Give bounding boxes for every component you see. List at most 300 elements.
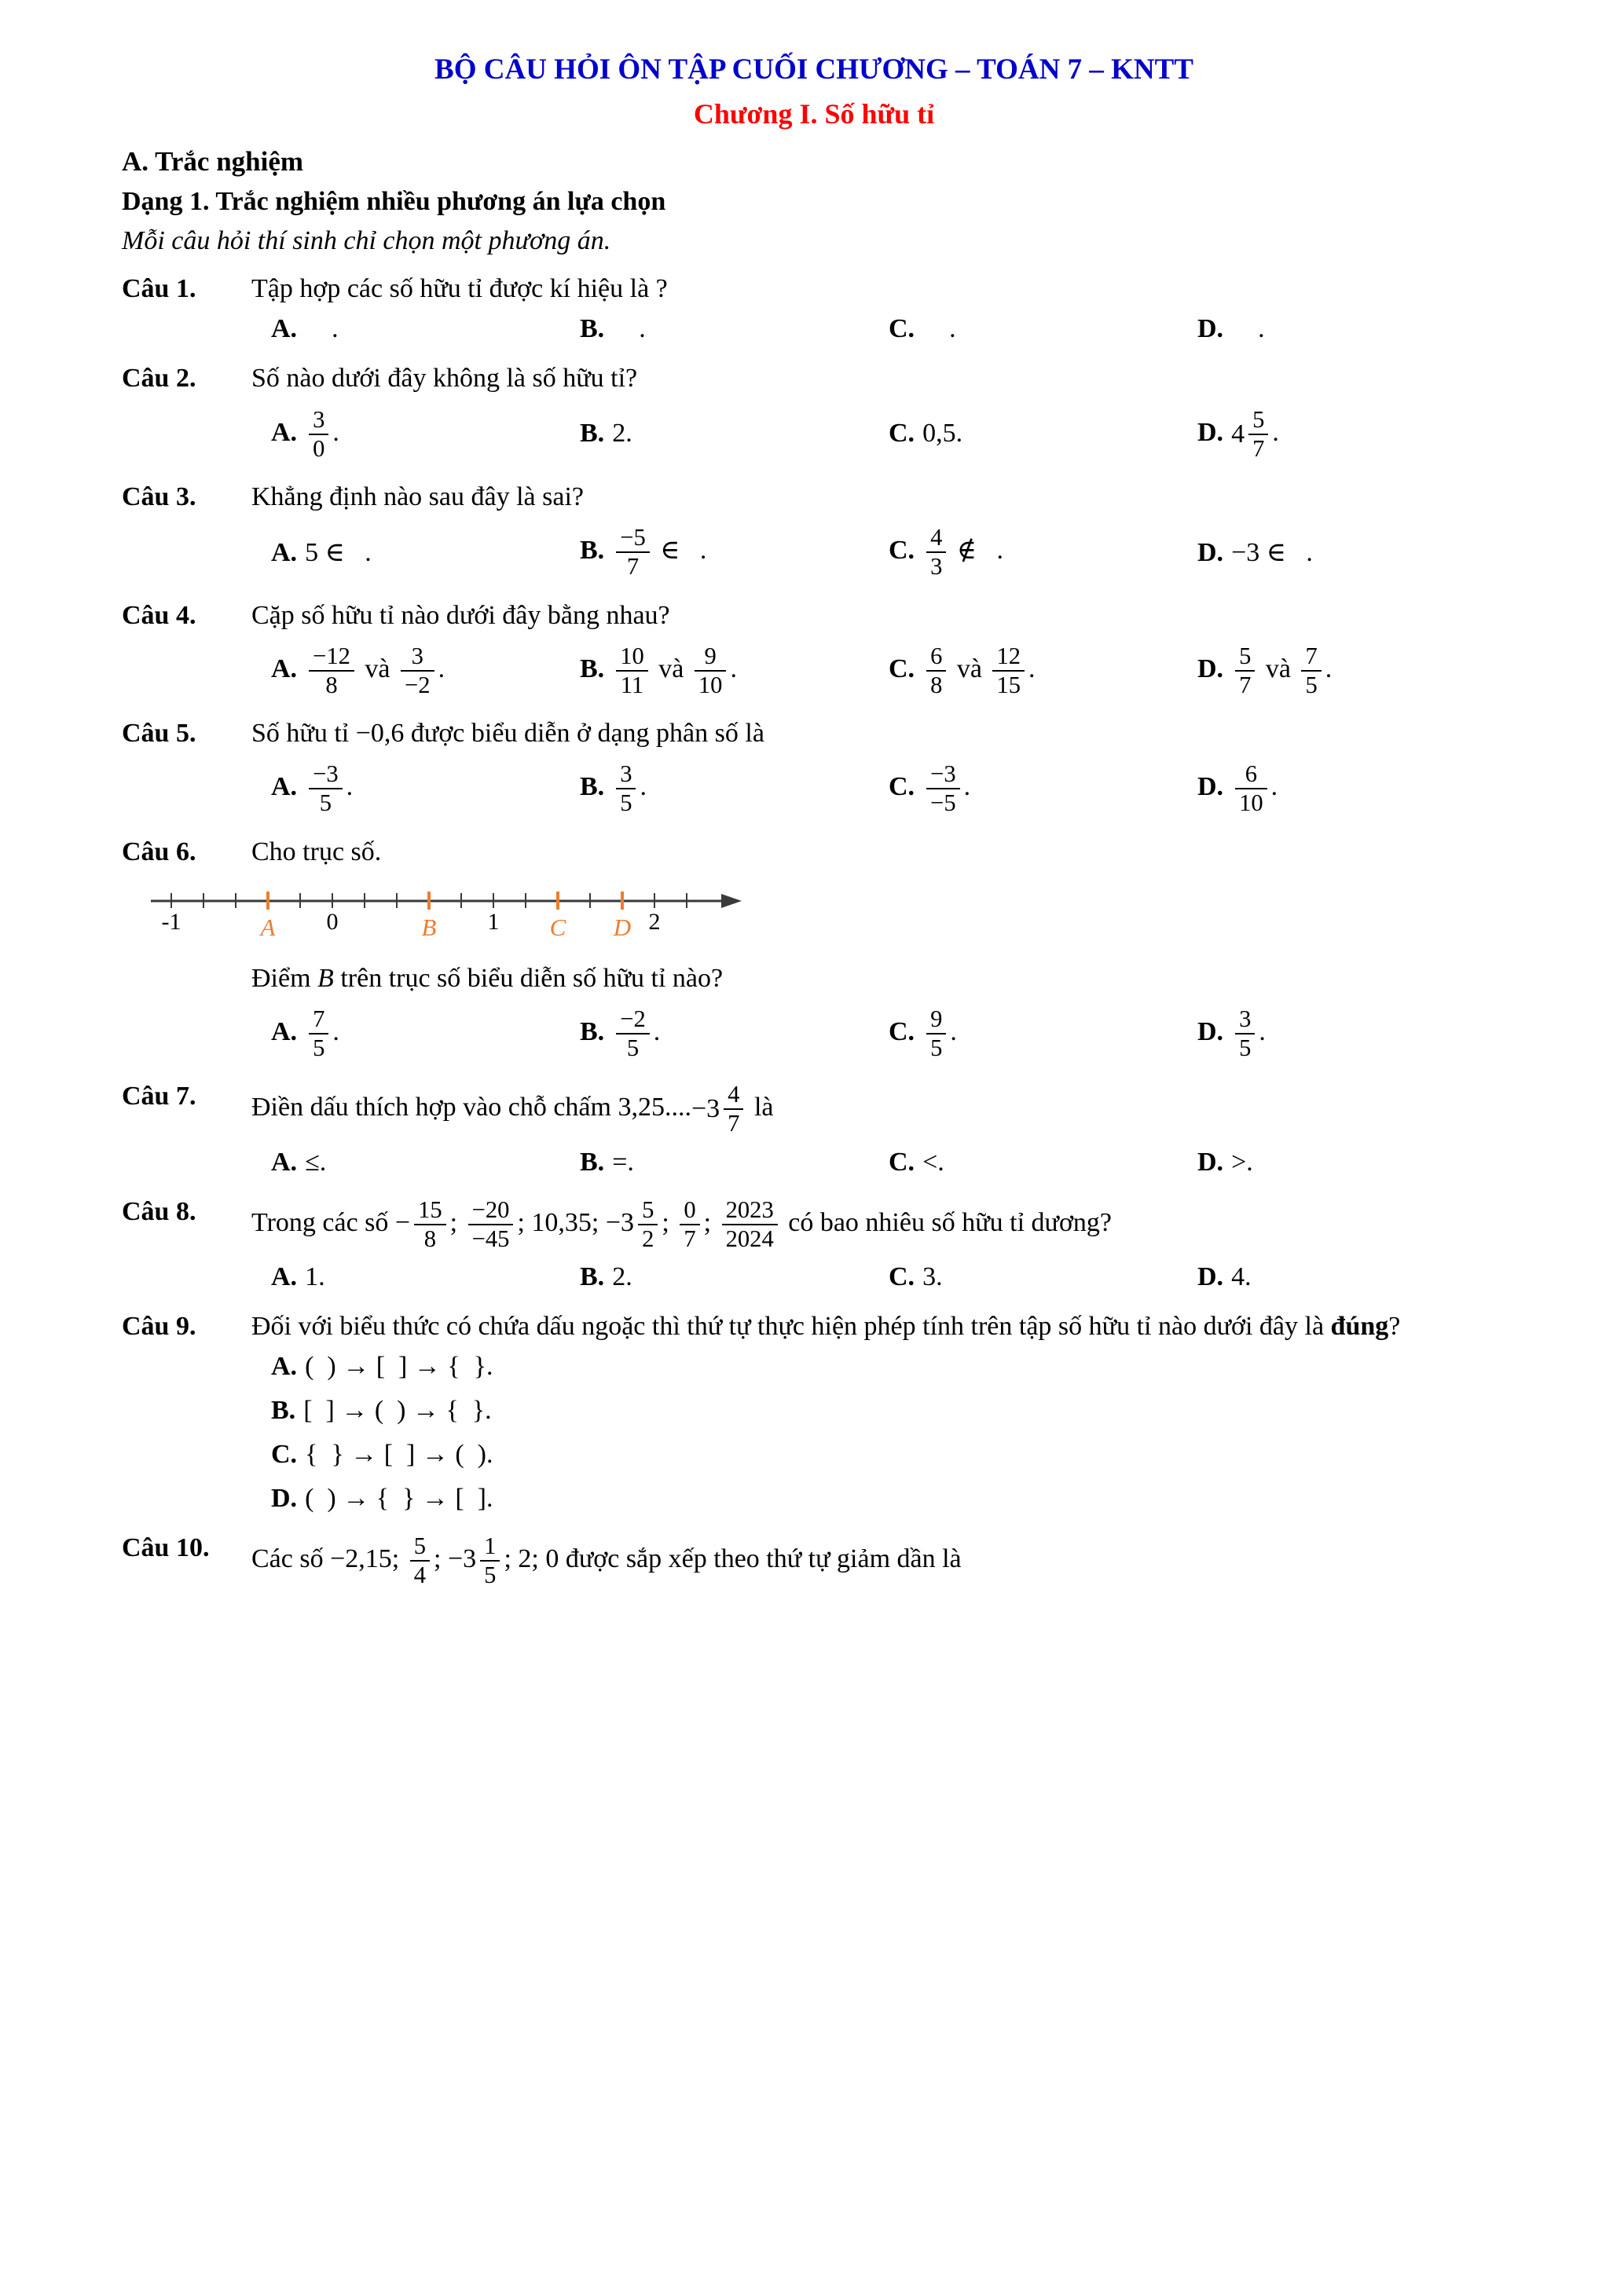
question-prompt bbox=[251, 1531, 1506, 1591]
fraction bbox=[616, 760, 636, 817]
fraction bbox=[1301, 643, 1321, 699]
number-line-svg bbox=[149, 881, 754, 942]
option-content bbox=[305, 1440, 493, 1469]
question-4 bbox=[122, 599, 1506, 633]
option-label: B. bbox=[580, 772, 605, 802]
option-label: B. bbox=[580, 536, 605, 566]
question-2 bbox=[122, 361, 1506, 396]
option-content bbox=[922, 1148, 944, 1177]
questions bbox=[122, 272, 1506, 1591]
option bbox=[271, 1440, 889, 1471]
option-label: B. bbox=[271, 1396, 296, 1426]
option bbox=[889, 1004, 1197, 1064]
options-row bbox=[271, 759, 1506, 818]
fraction-numerator: −3 bbox=[309, 760, 343, 789]
option-label: C. bbox=[889, 536, 915, 566]
text-run: Điểm bbox=[251, 963, 318, 993]
option-label: C. bbox=[271, 1440, 298, 1470]
option-label: A. bbox=[271, 538, 298, 568]
option-content bbox=[305, 1148, 326, 1177]
option-label: D. bbox=[271, 1484, 298, 1514]
options-row bbox=[271, 1262, 1506, 1294]
mixed-number-integer: 4 bbox=[1231, 419, 1245, 449]
options-row bbox=[271, 1004, 1506, 1064]
option bbox=[271, 1262, 580, 1294]
option-content bbox=[922, 314, 956, 343]
fraction-denominator: 8 bbox=[423, 1225, 437, 1252]
option-label: A. bbox=[271, 314, 298, 344]
fraction-denominator: 10 bbox=[1239, 789, 1263, 817]
fraction-denominator: 8 bbox=[930, 671, 943, 698]
fraction-denominator: 11 bbox=[620, 671, 644, 698]
option bbox=[271, 314, 580, 346]
fraction-numerator: 7 bbox=[1301, 643, 1321, 672]
fraction-denominator: −2 bbox=[405, 671, 431, 698]
fraction-denominator: 4 bbox=[413, 1562, 427, 1589]
fraction bbox=[309, 760, 343, 817]
option-content bbox=[305, 760, 354, 817]
text-run: ; bbox=[703, 1207, 718, 1237]
fraction-numerator: −3 bbox=[926, 760, 960, 789]
option-content bbox=[1231, 642, 1333, 698]
svg-text:0: 0 bbox=[326, 908, 339, 935]
option-content bbox=[305, 1262, 325, 1291]
options-row bbox=[271, 522, 1506, 582]
fraction-numerator: 9 bbox=[926, 1005, 946, 1034]
question-8 bbox=[122, 1195, 1506, 1254]
option bbox=[1197, 536, 1506, 568]
fraction-numerator: 4 bbox=[926, 524, 946, 553]
text-run: . bbox=[950, 1016, 957, 1046]
option-content bbox=[305, 314, 339, 343]
option bbox=[1197, 641, 1506, 701]
fraction-denominator: 15 bbox=[996, 671, 1021, 698]
fraction-numerator: 0 bbox=[680, 1196, 699, 1225]
instruction-note: Mỗi câu hỏi thí sinh chỉ chọn một phương án. bbox=[122, 226, 611, 256]
text-run: ( ) → [ ] → { }. bbox=[305, 1352, 493, 1382]
svg-text:-1: -1 bbox=[161, 908, 181, 935]
text-run: . bbox=[1325, 654, 1333, 683]
svg-text:1: 1 bbox=[487, 908, 500, 935]
fraction bbox=[480, 1532, 500, 1589]
option bbox=[271, 1484, 889, 1515]
option-label: A. bbox=[271, 1352, 298, 1382]
option bbox=[580, 1148, 889, 1179]
option-label: B. bbox=[580, 1147, 605, 1177]
text-run: ; bbox=[662, 1207, 676, 1237]
option bbox=[1197, 405, 1506, 464]
text-run: 2. bbox=[612, 1262, 632, 1291]
text-run: ; 2; 0 được sắp xếp theo thứ tự giảm dần là bbox=[504, 1544, 962, 1574]
option bbox=[889, 641, 1197, 701]
option bbox=[889, 522, 1197, 582]
text-run: Điền dấu thích hợp vào chỗ chấm 3,25.... bbox=[251, 1093, 691, 1122]
fraction-numerator: 1 bbox=[480, 1532, 500, 1562]
text-run: =. bbox=[612, 1147, 634, 1177]
text-run: ( ) → { } → [ ]. bbox=[305, 1484, 493, 1514]
text-run: 1. bbox=[305, 1262, 325, 1291]
fraction bbox=[1248, 406, 1268, 463]
fraction-denominator: 5 bbox=[313, 1034, 325, 1062]
fraction-denominator: 7 bbox=[684, 1225, 696, 1252]
question-label: Câu 8. bbox=[122, 1196, 196, 1226]
fraction-denominator: 10 bbox=[698, 671, 723, 698]
fraction bbox=[1235, 643, 1255, 699]
fraction-numerator: 5 bbox=[1248, 406, 1268, 435]
fraction-numerator: 3 bbox=[616, 760, 636, 789]
axis-arrow bbox=[721, 894, 742, 908]
text-run: ∈ . bbox=[653, 536, 707, 566]
question-label: Câu 1. bbox=[122, 274, 196, 304]
option-content bbox=[1231, 314, 1265, 343]
fraction bbox=[309, 406, 328, 463]
text-run: . bbox=[1272, 417, 1279, 447]
fraction bbox=[309, 643, 354, 699]
fraction bbox=[616, 524, 650, 580]
text-run: . bbox=[1270, 772, 1278, 802]
option-content bbox=[612, 314, 646, 343]
option-label: D. bbox=[1197, 1016, 1224, 1046]
option-content bbox=[1231, 1262, 1252, 1291]
text-run: . bbox=[1231, 314, 1265, 344]
option-label: B. bbox=[580, 1262, 605, 1291]
text-run: <. bbox=[922, 1147, 944, 1177]
text-run: Số hữu tỉ −0,6 được biểu diễn ở dạng phân số là bbox=[251, 719, 764, 749]
option-content bbox=[1231, 405, 1279, 462]
text-run: [ ] → ( ) → { }. bbox=[303, 1396, 492, 1426]
text-run: có bao nhiêu số hữu tỉ dương? bbox=[781, 1207, 1113, 1237]
option-label: D. bbox=[1197, 1147, 1224, 1177]
question-prompt bbox=[251, 480, 1506, 514]
option-label: B. bbox=[580, 418, 605, 448]
fraction-denominator: 2 bbox=[642, 1225, 654, 1252]
text-run: ; 10,35; −3 bbox=[517, 1207, 635, 1237]
text-run: −3 ∈ . bbox=[1231, 538, 1313, 568]
question-prompt bbox=[251, 599, 1506, 633]
fraction-numerator: 6 bbox=[926, 643, 946, 672]
fraction-numerator: 2023 bbox=[722, 1196, 778, 1225]
fraction-numerator: 10 bbox=[616, 643, 648, 672]
text-run: . bbox=[1028, 654, 1036, 683]
option-content bbox=[305, 538, 372, 567]
text-run: trên trục số biểu diễn số hữu tỉ nào? bbox=[333, 963, 724, 993]
fraction bbox=[1235, 760, 1267, 817]
fraction bbox=[309, 1005, 328, 1062]
option-label: A. bbox=[271, 772, 298, 802]
fraction bbox=[410, 1532, 430, 1589]
question-prompt bbox=[251, 361, 1506, 396]
option-label: A. bbox=[271, 1147, 298, 1177]
mixed-number-integer: −3 bbox=[691, 1094, 720, 1124]
question-prompt bbox=[251, 835, 1506, 870]
question-10 bbox=[122, 1531, 1506, 1591]
text-run: . bbox=[612, 314, 646, 344]
mixed-number bbox=[691, 1079, 747, 1139]
option-content bbox=[922, 419, 962, 448]
text-run: . bbox=[730, 654, 737, 683]
svg-text:C: C bbox=[549, 913, 566, 941]
fraction-numerator: 15 bbox=[414, 1196, 446, 1225]
question-prompt bbox=[251, 1309, 1506, 1344]
section-heading: A. Trắc nghiệm bbox=[122, 146, 304, 178]
option-label: C. bbox=[889, 654, 915, 683]
option-content bbox=[305, 1352, 493, 1381]
option bbox=[271, 759, 580, 818]
text-run: >. bbox=[1231, 1147, 1253, 1177]
text-run: Đối với biểu thức có chứa dấu ngoặc thì thứ tự thực hiện phép tính trên tập số hữu tỉ nào dưới đây là bbox=[251, 1311, 1331, 1341]
fraction-numerator: 5 bbox=[1235, 643, 1255, 672]
option-content bbox=[922, 1262, 943, 1291]
fraction-denominator: 3 bbox=[930, 553, 943, 580]
option-content bbox=[305, 1005, 339, 1062]
svg-text:A: A bbox=[260, 913, 276, 941]
question-label: Câu 4. bbox=[122, 600, 196, 630]
question-label: Câu 6. bbox=[122, 837, 196, 866]
question-prompt bbox=[251, 272, 1506, 306]
question-label: Câu 10. bbox=[122, 1533, 210, 1563]
option bbox=[580, 1004, 889, 1064]
option-label: A. bbox=[271, 1016, 298, 1046]
option-content bbox=[612, 642, 737, 698]
question-9 bbox=[122, 1309, 1506, 1344]
option-content bbox=[612, 1262, 632, 1291]
question-prompt bbox=[251, 1195, 1506, 1254]
fraction-denominator: 5 bbox=[620, 789, 632, 817]
option-content bbox=[305, 1484, 493, 1513]
option-content bbox=[922, 1005, 957, 1062]
options-row bbox=[271, 1352, 1506, 1515]
option bbox=[889, 1148, 1197, 1179]
mixed-number bbox=[1231, 405, 1272, 464]
text-run: đúng bbox=[1330, 1311, 1389, 1341]
option-content bbox=[612, 760, 647, 817]
option-content bbox=[612, 524, 707, 580]
text-run: 0,5. bbox=[922, 418, 963, 448]
question-5 bbox=[122, 716, 1506, 751]
option bbox=[580, 641, 889, 701]
text-run: . bbox=[640, 772, 647, 802]
text-run: Trong các số − bbox=[251, 1207, 411, 1237]
text-run: 4. bbox=[1231, 1262, 1252, 1291]
text-run: { } → [ ] → ( ). bbox=[305, 1440, 493, 1470]
option-content bbox=[922, 760, 971, 817]
text-run: B bbox=[317, 963, 334, 993]
text-run: và bbox=[950, 654, 989, 683]
option-content bbox=[303, 1396, 491, 1425]
option-label: A. bbox=[271, 1262, 298, 1291]
text-run: . bbox=[346, 772, 354, 802]
option bbox=[889, 759, 1197, 818]
option bbox=[580, 1262, 889, 1294]
option-content bbox=[612, 419, 632, 448]
option-label: D. bbox=[1197, 314, 1224, 344]
fraction-denominator: 5 bbox=[484, 1562, 497, 1589]
option-content bbox=[305, 405, 339, 462]
fraction-numerator: −20 bbox=[468, 1196, 514, 1225]
option bbox=[580, 759, 889, 818]
question-label: Câu 5. bbox=[122, 719, 196, 749]
option bbox=[580, 419, 889, 450]
option bbox=[1197, 314, 1506, 346]
question-prompt bbox=[251, 716, 1506, 751]
option-label: A. bbox=[271, 654, 298, 683]
option bbox=[580, 522, 889, 582]
text-run: ≤. bbox=[305, 1147, 327, 1177]
fraction-denominator: 2024 bbox=[725, 1225, 774, 1252]
text-run: và bbox=[357, 654, 398, 683]
fraction-denominator: 5 bbox=[930, 1034, 943, 1062]
option bbox=[1197, 759, 1506, 818]
question-1 bbox=[122, 272, 1506, 306]
text-run: . bbox=[1259, 1016, 1266, 1046]
option-label: D. bbox=[1197, 1262, 1224, 1291]
question-label: Câu 3. bbox=[122, 482, 196, 511]
text-run: Các số −2,15; bbox=[251, 1544, 406, 1574]
fraction-numerator: 3 bbox=[401, 643, 434, 672]
fraction bbox=[926, 524, 946, 580]
fraction-numerator: −5 bbox=[616, 524, 650, 553]
option-content bbox=[922, 642, 1036, 698]
svg-text:D: D bbox=[613, 913, 632, 941]
fraction bbox=[616, 643, 648, 699]
text-run: . bbox=[922, 314, 956, 344]
text-run: Số nào dưới đây không là số hữu tỉ? bbox=[251, 364, 638, 394]
fraction bbox=[695, 643, 727, 699]
fraction-numerator: 5 bbox=[410, 1532, 430, 1562]
question-label: Câu 2. bbox=[122, 364, 196, 394]
option bbox=[1197, 1004, 1506, 1064]
option-content bbox=[305, 642, 445, 698]
option-content bbox=[922, 524, 1004, 580]
fraction bbox=[724, 1081, 743, 1137]
option-label: B. bbox=[580, 314, 605, 344]
fraction bbox=[468, 1196, 514, 1253]
option-content bbox=[1231, 1148, 1253, 1177]
option-content bbox=[612, 1148, 634, 1177]
fraction bbox=[616, 1005, 650, 1062]
options-row bbox=[271, 641, 1506, 701]
option-label: D. bbox=[1197, 654, 1224, 683]
text-run: . bbox=[653, 1016, 661, 1046]
subsection-heading: Dạng 1. Trắc nghiệm nhiều phương án lựa chọn bbox=[122, 187, 666, 217]
option bbox=[271, 1148, 580, 1179]
fraction bbox=[722, 1196, 778, 1253]
fraction-numerator: 5 bbox=[638, 1196, 658, 1225]
option bbox=[271, 1396, 889, 1427]
option-label: D. bbox=[1197, 772, 1224, 802]
fraction-denominator: 7 bbox=[1252, 434, 1265, 462]
fraction-denominator: 5 bbox=[1239, 1034, 1252, 1062]
text-run: ∉ . bbox=[950, 536, 1004, 566]
text-run: . bbox=[438, 654, 445, 683]
fraction-numerator: −12 bbox=[309, 643, 354, 672]
text-run: . bbox=[332, 1016, 339, 1046]
question-label: Câu 7. bbox=[122, 1082, 196, 1111]
option bbox=[1197, 1148, 1506, 1179]
fraction-numerator: 4 bbox=[724, 1081, 743, 1110]
text-run: . bbox=[332, 417, 339, 447]
question-label: Câu 9. bbox=[122, 1311, 196, 1341]
fraction-numerator: 3 bbox=[1235, 1005, 1255, 1034]
options-row bbox=[271, 405, 1506, 464]
option-label: B. bbox=[580, 654, 605, 683]
option-content bbox=[1231, 1005, 1266, 1062]
number-line bbox=[149, 881, 1506, 949]
text-run: 3. bbox=[922, 1262, 943, 1291]
question-7 bbox=[122, 1079, 1506, 1139]
option bbox=[271, 405, 580, 464]
fraction bbox=[926, 643, 946, 699]
fraction-denominator: −5 bbox=[930, 789, 956, 817]
text-run: Tập hợp các số hữu tỉ được kí hiệu là ? bbox=[251, 274, 668, 304]
fraction-numerator: 6 bbox=[1235, 760, 1267, 789]
option-label: A. bbox=[271, 417, 298, 447]
fraction-numerator: 7 bbox=[309, 1005, 328, 1034]
fraction-denominator: 8 bbox=[325, 671, 338, 698]
option-content bbox=[1231, 760, 1278, 817]
option bbox=[889, 314, 1197, 346]
option-label: C. bbox=[889, 1262, 915, 1291]
question-6 bbox=[122, 835, 1506, 870]
option bbox=[271, 536, 580, 568]
fraction bbox=[401, 643, 434, 699]
fraction-denominator: 0 bbox=[313, 434, 325, 462]
options-row bbox=[271, 1148, 1506, 1179]
fraction bbox=[414, 1196, 446, 1253]
text-run: Khẳng định nào sau đây là sai? bbox=[251, 482, 584, 511]
option-label: C. bbox=[889, 1016, 915, 1046]
fraction bbox=[638, 1196, 658, 1253]
text-run: 5 ∈ . bbox=[305, 538, 372, 568]
fraction-denominator: 7 bbox=[728, 1110, 740, 1137]
text-run: Cho trục số. bbox=[251, 837, 382, 866]
fraction bbox=[680, 1196, 699, 1253]
option-label: C. bbox=[889, 772, 915, 802]
option bbox=[1197, 1262, 1506, 1294]
fraction-numerator: 3 bbox=[309, 406, 328, 435]
option-label: D. bbox=[1197, 538, 1224, 568]
option-label: D. bbox=[1197, 417, 1224, 447]
fraction-denominator: −45 bbox=[471, 1225, 510, 1252]
fraction-denominator: 5 bbox=[626, 1034, 640, 1062]
doc-title: BỘ CÂU HỎI ÔN TẬP CUỐI CHƯƠNG – TOÁN 7 – KNTT bbox=[434, 53, 1193, 86]
question-prompt bbox=[251, 1079, 1506, 1139]
text-run: và bbox=[651, 654, 691, 683]
fraction bbox=[992, 643, 1025, 699]
fraction-denominator: 7 bbox=[626, 553, 640, 580]
svg-text:2: 2 bbox=[648, 908, 661, 935]
question-subprompt bbox=[251, 961, 1506, 996]
option bbox=[889, 1262, 1197, 1294]
question-3 bbox=[122, 480, 1506, 514]
doc-subtitle: Chương I. Số hữu tỉ bbox=[693, 98, 935, 130]
text-run: ? bbox=[1388, 1311, 1401, 1341]
text-run: . bbox=[305, 314, 339, 344]
text-run: ; −3 bbox=[434, 1544, 477, 1574]
text-run: 2. bbox=[612, 418, 632, 448]
fraction-denominator: 5 bbox=[319, 789, 332, 817]
option bbox=[271, 1352, 889, 1383]
fraction bbox=[1235, 1005, 1255, 1062]
fraction-denominator: 7 bbox=[1239, 671, 1252, 698]
option bbox=[580, 314, 889, 346]
fraction bbox=[926, 760, 960, 817]
fraction-numerator: 12 bbox=[992, 643, 1025, 672]
option-label: C. bbox=[889, 314, 915, 344]
option bbox=[889, 419, 1197, 450]
option bbox=[271, 641, 580, 701]
option bbox=[271, 1004, 580, 1064]
